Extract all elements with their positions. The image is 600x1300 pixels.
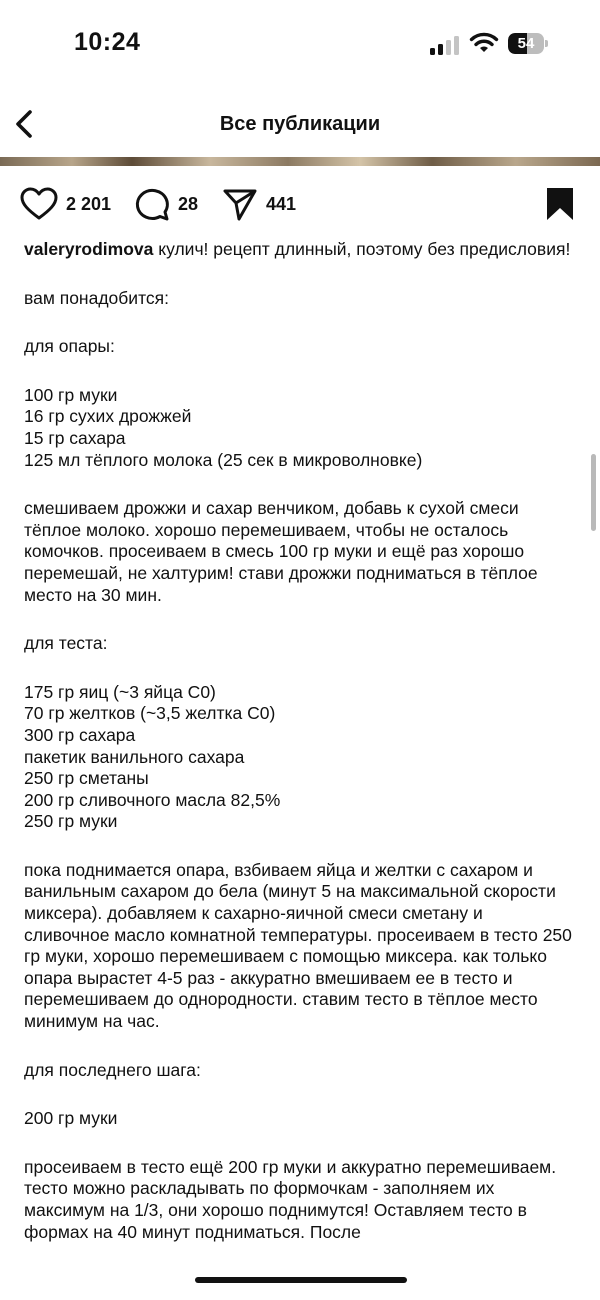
comment-button[interactable] [134,186,198,222]
dough-ingredients [24,682,572,833]
heart-icon [20,187,58,221]
caption-you-need: вам понадобится: [24,287,169,308]
share-button[interactable] [222,186,296,222]
list-item: 15 гр сахара [24,427,126,448]
last-step-steps: просеиваем в тесто ещё 200 гр муки и аккуратно перемешиваем. тесто можно раскладывать по формочкам - заполняем их максимум на 1/3, они хорошо поднимутся! Оставляем тесто в формах на 40 минут подниматься. После [24,1156,557,1242]
last-step-ingredients [24,1108,572,1130]
bookmark-filled-icon [544,186,576,222]
list-item: 125 мл тёплого молока (25 сек в микроволновке) [24,449,423,470]
status-time: 10:24 [74,28,141,56]
list-item: пакетик ванильного сахара [24,746,245,767]
battery-level: 54 [517,35,535,52]
dough-steps: пока поднимается опара, взбиваем яйца и желтки с сахаром и ванильным сахаром до бела (минут 5 на максимальной скорости миксера). добавляем к сахарно-яичной смеси сметану и сливочное масло комнатной температуры. просеиваем в тесто 250 гр муки, хорошо перемешиваем с помощью миксера. как только опара вырастет 4-5 раз - аккуратно вмешиваем ее в тесто и перемешиваем до однородности. ставим тесто в тёплое место минимум на час. [24,859,572,1032]
cellular-signal-icon [430,35,462,55]
list-item: 200 гр сливочного масла 82,5% [24,789,281,810]
dough-header: для теста: [24,633,108,654]
comments-count: 28 [178,193,199,214]
share-paper-plane-icon [222,186,258,222]
navigation-bar [0,95,600,155]
home-indicator[interactable] [195,1277,407,1283]
wifi-icon [469,32,499,54]
caption-intro [24,239,572,261]
like-button[interactable] [20,186,111,222]
battery-icon [508,33,548,55]
bookmark-button[interactable] [544,186,576,222]
list-item: 250 гр сметаны [24,768,149,789]
list-item: 175 гр яиц (~3 яйца С0) [24,681,216,702]
post-image[interactable] [0,157,600,166]
list-item: 250 гр муки [24,811,118,832]
list-item: 200 гр муки [24,1108,118,1129]
sponge-ingredients [24,385,572,471]
status-bar [0,0,600,90]
author-username[interactable]: valeryrodimova [24,239,154,259]
scroll-indicator[interactable] [591,454,596,531]
sponge-steps: смешиваем дрожжи и сахар венчиком, добавь к сухой смеси тёплое молоко. хорошо перемешиваем, чтобы не осталось комочков. просеиваем в смесь 100 гр муки и ещё раз хорошо перемешай, не халтурим! стави дрожжи подниматься в тёплое место на 30 мин. [24,498,538,605]
post-caption [24,239,572,1270]
list-item: 100 гр муки [24,384,118,405]
caption-intro-text: кулич! рецепт длинный, поэтому без предисловия! [153,239,571,259]
list-item: 300 гр сахара [24,724,136,745]
list-item: 70 гр желтков (~3,5 желтка С0) [24,703,276,724]
post-actions [0,180,600,230]
last-step-header: для последнего шага: [24,1059,201,1080]
likes-count: 2 201 [66,193,112,214]
list-item: 16 гр сухих дрожжей [24,406,192,427]
page-title: Все публикации [219,113,381,135]
shares-count: 441 [266,193,297,214]
sponge-header: для опары: [24,336,115,357]
comment-icon [134,186,170,222]
